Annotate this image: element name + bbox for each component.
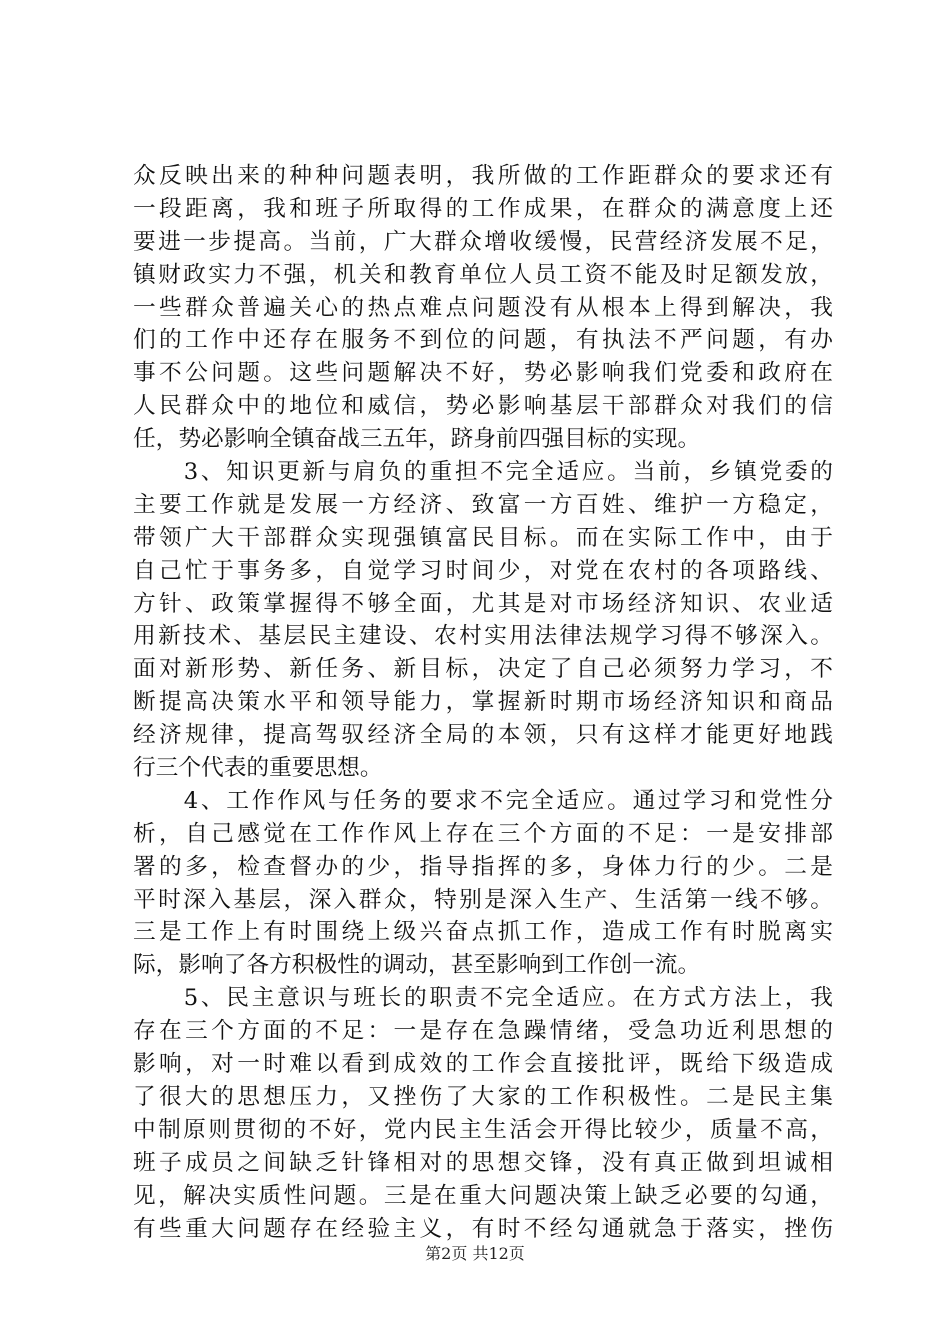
- text-line: 们的工作中还存在服务不到位的问题，有执法不严问题，有办: [133, 327, 833, 354]
- text-line: 一段距离，我和班子所取得的工作成果，在群众的满意度上还: [133, 195, 833, 222]
- text-line: 存在三个方面的不足：一是存在急躁情绪，受急功近利思想的: [133, 1018, 833, 1045]
- text-line: 有些重大问题存在经验主义，有时不经勾通就急于落实，挫伤: [133, 1215, 833, 1242]
- text-line: 面对新形势、新任务、新目标，决定了自己必须努力学习，不: [133, 656, 833, 683]
- text-line: 平时深入基层，深入群众，特别是深入生产、生活第一线不够。: [133, 886, 833, 913]
- text-line: 人民群众中的地位和威信，势必影响基层干部群众对我们的信: [133, 393, 833, 420]
- text-line: 3、知识更新与肩负的重担不完全适应。当前，乡镇党委的: [133, 459, 833, 486]
- text-line: 要进一步提高。当前，广大群众增收缓慢，民营经济发展不足，: [133, 228, 833, 255]
- text-line: 中制原则贯彻的不好，党内民主生活会开得比较少，质量不高，: [133, 1116, 833, 1143]
- text-line: 用新技术、基层民主建设、农村实用法律法规学习得不够深入。: [133, 623, 833, 650]
- text-line: 见，解决实质性问题。三是在重大问题决策上缺乏必要的勾通，: [133, 1182, 833, 1209]
- text-line: 班子成员之间缺乏针锋相对的思想交锋，没有真正做到坦诚相: [133, 1149, 833, 1176]
- text-line: 三是工作上有时围绕上级兴奋点抓工作，造成工作有时脱离实: [133, 919, 833, 946]
- text-line: 了很大的思想压力，又挫伤了大家的工作积极性。二是民主集: [133, 1083, 833, 1110]
- body-text: [133, 160, 833, 1245]
- page-number-footer: 第2页 共12页: [425, 1244, 525, 1263]
- text-line: 事不公问题。这些问题解决不好，势必影响我们党委和政府在: [133, 360, 833, 387]
- text-line: 众反映出来的种种问题表明，我所做的工作距群众的要求还有: [133, 163, 833, 189]
- text-line: 带领广大干部群众实现强镇富民目标。而在实际工作中，由于: [133, 524, 833, 551]
- text-line: 主要工作就是发展一方经济、致富一方百姓、维护一方稳定，: [133, 491, 833, 518]
- text-line: 5、民主意识与班长的职责不完全适应。在方式方法上，我: [133, 985, 833, 1012]
- text-line: 析，自己感觉在工作作风上存在三个方面的不足：一是安排部: [133, 820, 833, 847]
- text-line: 行三个代表的重要思想。: [133, 755, 383, 782]
- text-line: 镇财政实力不强，机关和教育单位人员工资不能及时足额发放，: [133, 261, 833, 288]
- text-line: 任，势必影响全镇奋战三五年，跻身前四强目标的实现。: [133, 426, 701, 453]
- text-line: 方针、政策掌握得不够全面，尤其是对市场经济知识、农业适: [133, 590, 833, 617]
- text-line: 一些群众普遍关心的热点难点问题没有从根本上得到解决，我: [133, 294, 833, 321]
- text-line: 4、工作作风与任务的要求不完全适应。通过学习和党性分: [133, 787, 833, 814]
- text-line: 际，影响了各方积极性的调动，甚至影响到工作创一流。: [133, 952, 701, 979]
- text-line: 影响，对一时难以看到成效的工作会直接批评，既给下级造成: [133, 1051, 833, 1078]
- text-line: 断提高决策水平和领导能力，掌握新时期市场经济知识和商品: [133, 689, 833, 716]
- text-line: 署的多，检查督办的少，指导指挥的多，身体力行的少。二是: [133, 853, 833, 880]
- text-line: 经济规律，提高驾驭经济全局的本领，只有这样才能更好地践: [133, 722, 833, 749]
- text-line: 自己忙于事务多，自觉学习时间少，对党在农村的各项路线、: [133, 557, 833, 584]
